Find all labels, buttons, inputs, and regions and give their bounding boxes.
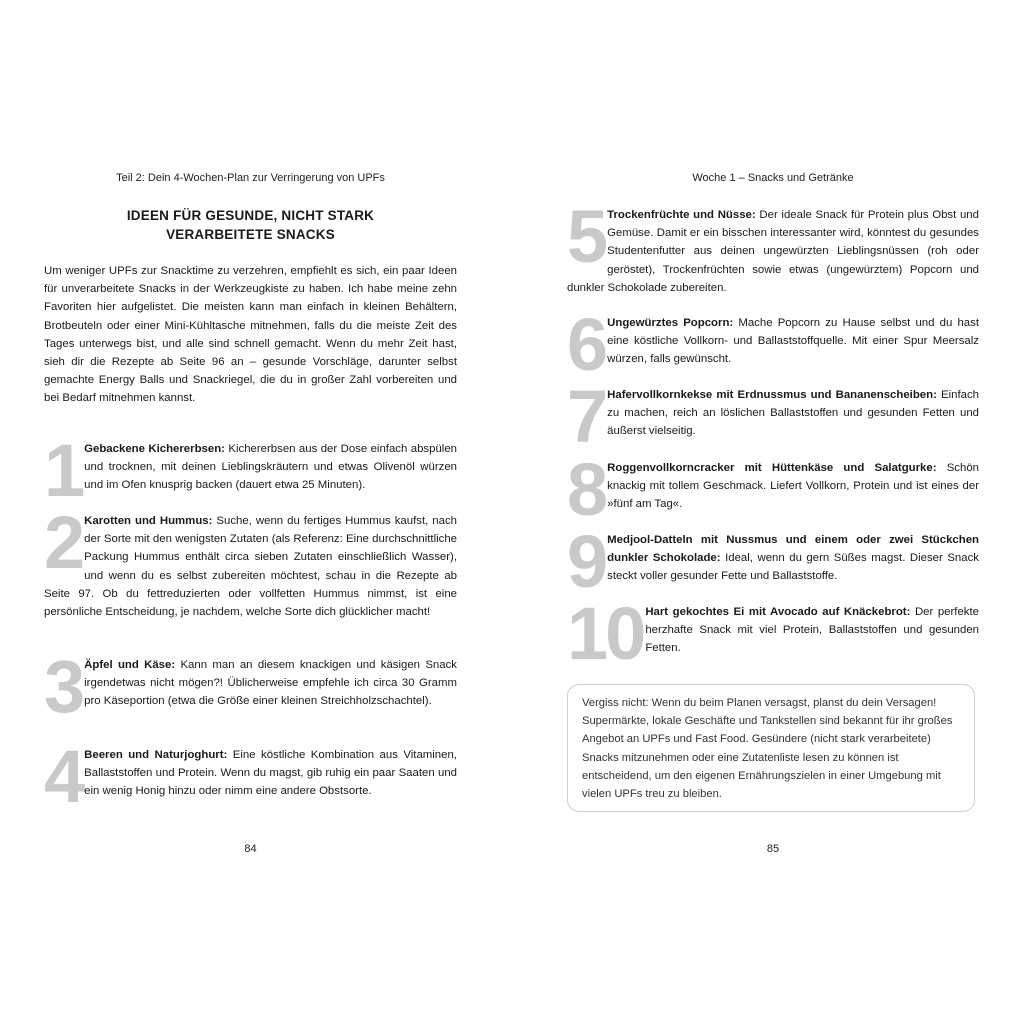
tip-9 xyxy=(567,520,979,603)
tip-text: Kichererbsen aus der Dose einfach abspülen und trocknen, mit deinen Lieblingskräutern und etwas Olivenöl würzen und im Ofen knusprig backen (dauert etwa 25 Minuten). xyxy=(84,443,457,492)
intro-paragraph: Um weniger UPFs zur Snacktime zu verzehren, empfiehlt es sich, ein paar Ideen für unverarbeitete Snacks in der Werkzeugkiste zu haben. Ich habe meine zehn Favoriten hier aufgelistet. Die meisten kann man einfach in kleinen Behältern, Brotbeuteln oder einer Mini-Kühltasche mitnehmen, falls du die meiste Zeit des Tages unterwegs bist, und alle sind schnell gemacht. Wenn du mehr Zeit hast, sieh dir die Rezepte ab Seite 96 an – gesunde Vorschläge, darunter selbst gemachte Energy Balls und Snackriegel, die du in großer Zahl vorbereiten und bei Bedarf mitnehmen kannst. xyxy=(44,265,457,405)
tip-number: 5 xyxy=(567,195,606,278)
tip-8 xyxy=(567,448,979,531)
section-title-line-1: IDEEN FÜR GESUNDE, NICHT STARK xyxy=(126,208,375,223)
tip-number: 9 xyxy=(567,520,606,603)
tip-text: Ideal, wenn du gern Süßes magst. Dieser Snack steckt voller gesunder Fette und Ballaststoffe. xyxy=(607,552,979,583)
tip-text: Suche, wenn du fertiges Hummus kaufst, nach der Sorte mit den wenigsten Zutaten (als Referenz: Eine durchschnittliche Packung Hummus enthält circa sieben Zutaten einschließlich Wasser), und wenn du es selbst zubereiten möchtest, schau in die Rezepte ab Seite 97. Ob du fettreduzierten oder vollfetten Hummus nimmst, ist eine persönliche Entscheidung, je nachdem, welche Sorte dich glücklicher macht! xyxy=(44,515,457,619)
tip-4 xyxy=(44,735,457,818)
tip-number: 1 xyxy=(44,429,83,512)
tip-2 xyxy=(44,501,457,621)
tip-text: Der ideale Snack für Protein plus Obst und Gemüse. Damit er ein bisschen interessanter wird, könntest du gesundes Studentenfutter aus deinen ungewürzten Lieblingsnüssen (roh oder geröstet), Trockenfrüchten sowie etwas (ungewürztem) Popcorn und dunkler Schokolade zubereiten. xyxy=(567,209,979,294)
running-head-right: Woche 1 – Snacks und Getränke xyxy=(692,172,854,184)
tip-3 xyxy=(44,645,457,728)
tip-lead: Äpfel und Käse: xyxy=(84,659,176,671)
tip-6 xyxy=(567,303,979,386)
tip-number: 8 xyxy=(567,448,606,531)
tip-10 xyxy=(567,592,979,675)
tip-lead: Roggenvollkorncracker mit Hüttenkäse und Salatgurke: xyxy=(607,462,937,474)
tip-5 xyxy=(567,195,979,297)
tip-number: 10 xyxy=(567,592,644,675)
tip-lead: Trockenfrüchte und Nüsse: xyxy=(607,209,756,221)
tip-text: Eine köstliche Kombination aus Vitaminen, Ballaststoffen und Protein. Wenn du magst, gib ruhig ein paar Saaten und ein wenig Honig hinzu oder nimm eine andere Obstsorte. xyxy=(84,749,457,798)
tip-number: 7 xyxy=(567,375,606,458)
tip-text: Schön knackig mit tollem Geschmack. Liefert Vollkorn, Protein und ist eines der »fünf am Tag«. xyxy=(607,462,979,511)
tip-7 xyxy=(567,375,979,458)
tip-number: 4 xyxy=(44,735,83,818)
tip-text: Einfach zu machen, reich an löslichen Ballaststoffen und gesunden Fetten und äußerst vielseitig. xyxy=(607,389,979,438)
tip-lead: Karotten und Hummus: xyxy=(84,515,213,527)
left-page xyxy=(44,0,457,1024)
tip-1 xyxy=(44,429,457,512)
tip-text: Der perfekte herzhafte Snack mit viel Protein, Ballaststoffen und gesunden Fetten. xyxy=(645,606,979,655)
reminder-note-box: Vergiss nicht: Wenn du beim Planen versagst, planst du dein Versagen! Supermärkte, lokale Geschäfte und Tankstellen sind bekannt für ihr großes Angebot an UPFs und Fast Food. Gesündere (nicht stark verarbeitete) Snacks mitzunehmen oder eine Zutatenliste lesen zu können ist entscheidend, um den eigenen Ernährungszielen in einer Umgebung mit vielen UPFs treu zu bleiben. xyxy=(567,684,975,812)
tip-lead: Beeren und Naturjoghurt: xyxy=(84,749,228,761)
section-title-line-2: VERARBEITETE SNACKS xyxy=(166,227,335,242)
tip-lead: Hart gekochtes Ei mit Avocado auf Knäckebrot: xyxy=(645,606,911,618)
tip-lead: Ungewürztes Popcorn: xyxy=(607,317,734,329)
tip-text: Kann man an diesem knackigen und käsigen Snack irgendetwas nicht mögen?! Üblicherweise empfehle ich circa 30 Gramm pro Käseportion (etwa die Größe einer kleinen Streichholzschachtel). xyxy=(84,659,457,708)
tip-number: 2 xyxy=(44,501,83,584)
tip-lead: Gebackene Kichererbsen: xyxy=(84,443,225,455)
running-head-left: Teil 2: Dein 4-Wochen-Plan zur Verringerung von UPFs xyxy=(116,172,385,184)
page-number-right: 85 xyxy=(766,843,780,855)
tip-number: 6 xyxy=(567,303,606,386)
right-page xyxy=(567,0,979,1024)
tip-lead: Hafervollkornkekse mit Erdnussmus und Bananenscheiben: xyxy=(607,389,937,401)
page-number-left: 84 xyxy=(244,843,257,855)
section-title xyxy=(44,206,457,244)
tip-lead: Medjool-Datteln mit Nussmus und einem oder zwei Stückchen dunkler Schokolade: xyxy=(607,534,979,565)
tip-number: 3 xyxy=(44,645,83,728)
tip-text: Mache Popcorn zu Hause selbst und du hast eine köstliche Vollkorn- und Ballaststoffquelle. Mit einer Spur Meersalz würzen, falls gewünscht. xyxy=(607,317,979,366)
